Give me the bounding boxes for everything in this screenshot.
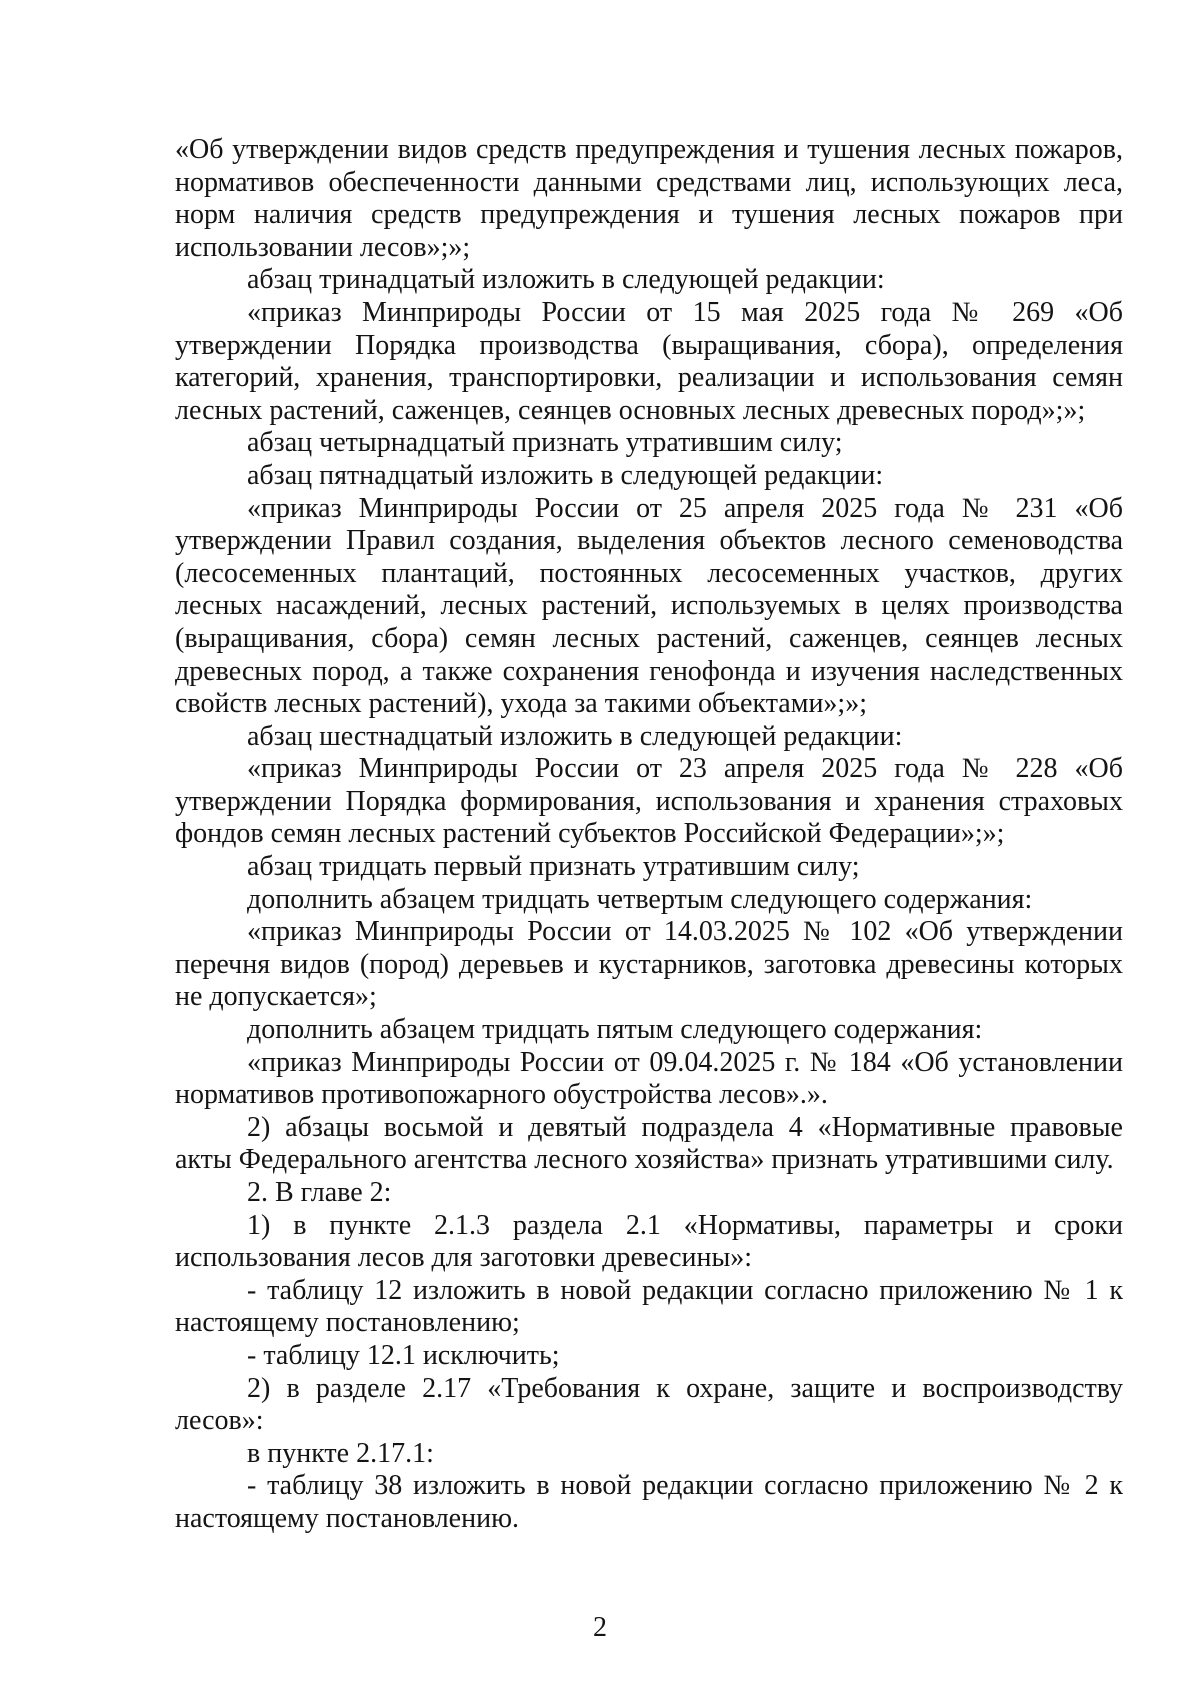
- paragraph-7: абзац шестнадцатый изложить в следующей редакции:: [247, 720, 903, 752]
- paragraph-17: - таблицу 12 изложить в новой редакции согласно приложению № 1 к настоящему постановлению;: [175, 1274, 1123, 1339]
- paragraph-21: - таблицу 38 изложить в новой редакции согласно приложению № 2 к настоящему постановлению.: [175, 1470, 1123, 1534]
- paragraph-16: 1) в пункте 2.1.3 раздела 2.1 «Нормативы, параметры и сроки использования лесов для заготовки древесины»:: [175, 1209, 1123, 1274]
- paragraph-5: абзац пятнадцатый изложить в следующей редакции:: [247, 459, 884, 491]
- paragraph-4: абзац четырнадцатый признать утратившим силу;: [247, 427, 843, 459]
- paragraph-15: 2. В главе 2:: [247, 1177, 392, 1208]
- paragraph-6: «приказ Минприроды России от 25 апреля 2025 года № 231 «Об утверждении Правил создания, выделения объектов лесного семеноводства (лесосеменных плантаций, постоянных лесосеменных участков, других лесных насаждений, лесных растений, используемых в целях производства (выращивания, сбора) семян лесных растений, саженцев, сеянцев лесных древесных пород, а также сохранения генофонда и изучения наследственных свойств лесных растений), ухода за такими объектами»;»;: [175, 492, 1123, 720]
- paragraph-1: «Об утверждении видов средств предупреждения и тушения лесных пожаров, нормативов обеспеченности данными средствами лиц, использующих леса, норм наличия средств предупреждения и тушения лесных пожаров при использовании лесов»;»;: [175, 134, 1123, 263]
- paragraph-12: дополнить абзацем тридцать пятым следующего содержания:: [247, 1014, 983, 1046]
- paragraph-10: дополнить абзацем тридцать четвертым следующего содержания:: [247, 883, 1033, 915]
- page-number: 2: [593, 1612, 607, 1643]
- paragraph-13: «приказ Минприроды России от 09.04.2025 г. № 184 «Об установлении нормативов противопожарного обустройства лесов».».: [175, 1046, 1123, 1111]
- paragraph-9: абзац тридцать первый признать утратившим силу;: [247, 851, 860, 883]
- paragraph-3: «приказ Минприроды России от 15 мая 2025 года № 269 «Об утверждении Порядка производства (выращивания, сбора), определения категорий, хранения, транспортировки, реализации и использования семян лесных растений, саженцев, сеянцев основных лесных древесных пород»;»;: [175, 296, 1123, 426]
- paragraph-19: 2) в разделе 2.17 «Требования к охране, защите и воспроизводству лесов»:: [175, 1372, 1123, 1437]
- paragraph-18: - таблицу 12.1 исключить;: [247, 1339, 560, 1371]
- paragraph-14: 2) абзацы восьмой и девятый подраздела 4 «Нормативные правовые акты Федерального агентства лесного хозяйства» признать утратившими силу.: [175, 1111, 1123, 1176]
- document-body: [175, 134, 1123, 1536]
- paragraph-2: абзац тринадцатый изложить в следующей редакции:: [247, 264, 885, 296]
- paragraph-20: в пункте 2.17.1:: [247, 1437, 434, 1469]
- paragraph-8: «приказ Минприроды России от 23 апреля 2025 года № 228 «Об утверждении Порядка формирования, использования и хранения страховых фондов семян лесных растений субъектов Российской Федерации»;»;: [175, 753, 1123, 850]
- paragraph-11: «приказ Минприроды России от 14.03.2025 № 102 «Об утверждении перечня видов (пород) деревьев и кустарников, заготовка древесины которых не допускается»;: [175, 916, 1123, 1013]
